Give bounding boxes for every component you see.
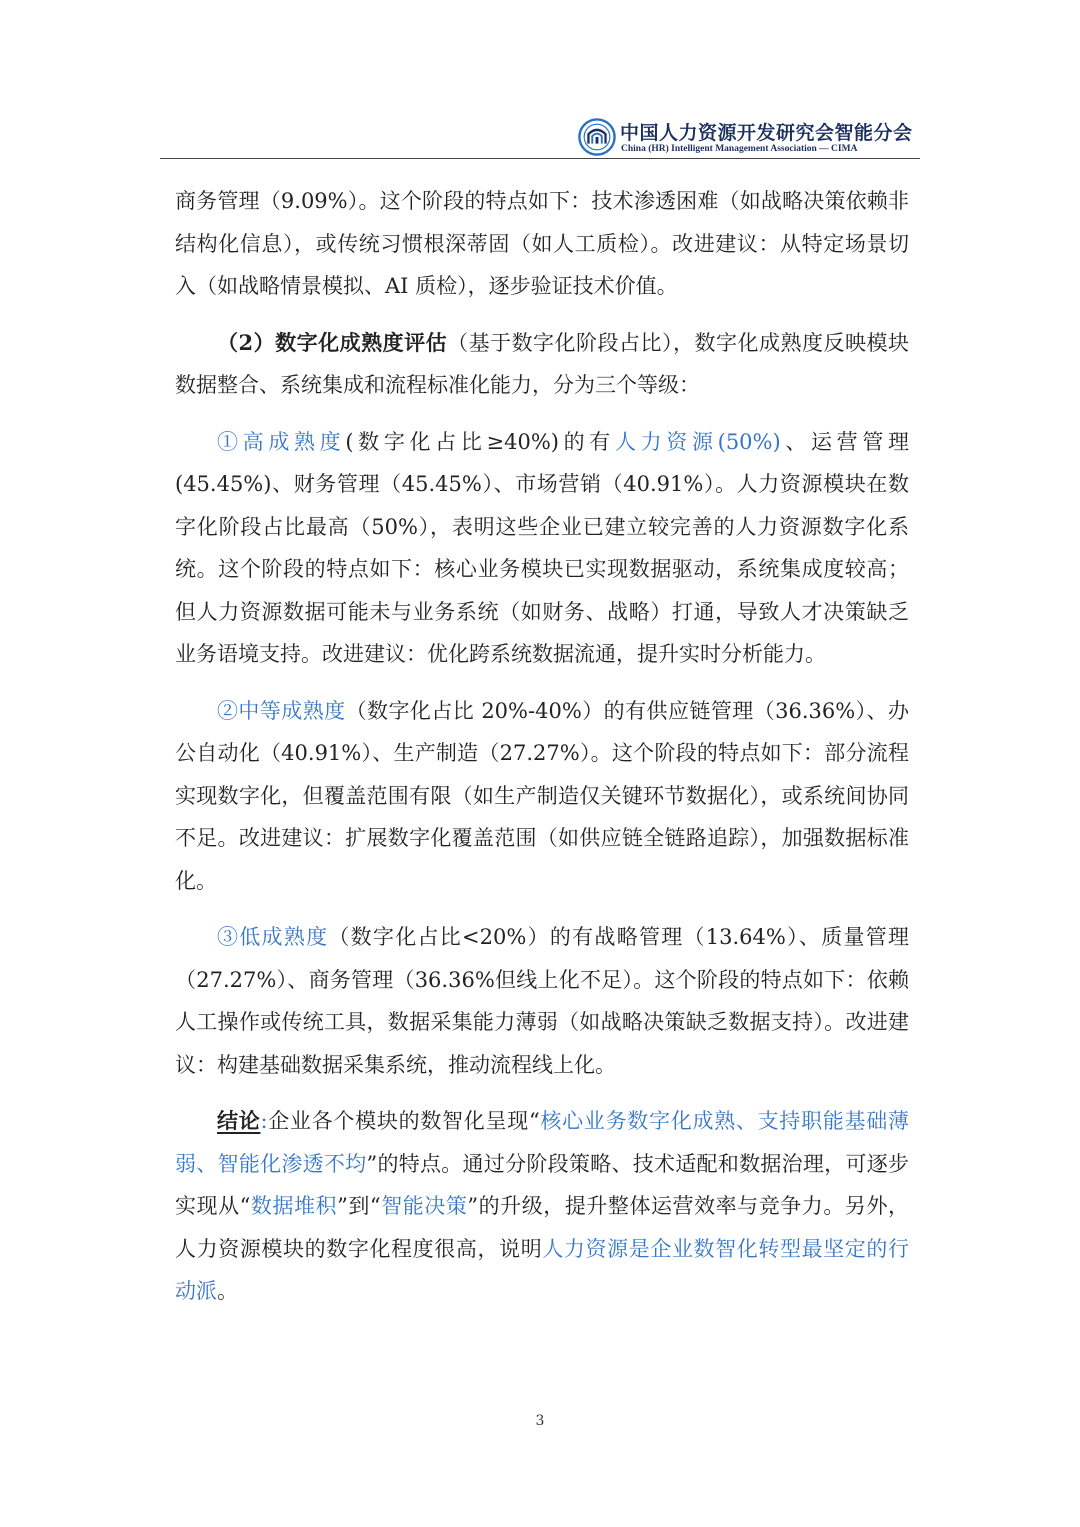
org-name-cn: 中国人力资源开发研究会智能分会	[620, 122, 913, 144]
conclusion-colon: :	[260, 1109, 268, 1133]
high-maturity-label: ①高成熟度	[217, 429, 346, 454]
paragraph-text: （数字化占比<20%）的有战略管理（13.64%）、质量管理（27.27%）、商务管理（36.36%但线上化不足）。这个阶段的特点如下：依赖人工操作或传统工具，数据采集能力薄弱（如战略决策缺乏数据支持）。改进建议：构建基础数据采集系统，推动流程线上化。	[175, 925, 910, 1077]
paragraph-text: ”的升级，提升整体运营效率与竞争力。另外，人力资源模块的数字化程度很高，说明	[175, 1194, 909, 1261]
conclusion-label: 结论	[217, 1108, 261, 1133]
paragraph-maturity-assessment	[175, 322, 909, 407]
paragraph-text: 。	[217, 1279, 238, 1303]
paragraph-text: 商务管理（9.09%）。这个阶段的特点如下：技术渗透困难（如战略决策依赖非结构化信息），或传统习惯根深蒂固（如人工质检）。改进建议：从特定场景切入（如战略情景模拟、AI 质检），逐步验证技术价值。	[175, 189, 909, 298]
conclusion-highlight: 人力资源是企业数智化转型最坚定的行动派	[175, 1236, 910, 1303]
org-name-en: China (HR) Intelligent Management Association — CIMA	[621, 144, 858, 154]
cima-logo-icon	[578, 118, 616, 156]
header-divider	[160, 158, 920, 159]
paragraph-text: ”的特点。通过分阶段策略、技术适配和数据治理，可逐步实现从“	[175, 1151, 909, 1218]
paragraph-text: （数字化占比 20%-40%）的有供应链管理（36.36%）、办公自动化（40.91%）、生产制造（27.27%）。这个阶段的特点如下：部分流程实现数字化，但覆盖范围有限（如生产制造仅关键环节数据化），或系统间协同不足。改进建议：扩展数字化覆盖范围（如供应链全链路追踪），加强数据标准化。	[175, 698, 909, 893]
paragraph-conclusion	[175, 1100, 909, 1313]
paragraph-high-maturity	[175, 421, 909, 676]
paragraph-text: (数字化占比≥40%)的有	[345, 429, 615, 454]
hr-highlight: 人力资源(50%)	[614, 429, 781, 454]
paragraph-text: 企业各个模块的数智化呈现“	[267, 1109, 540, 1133]
conclusion-highlight: 智能决策	[380, 1194, 468, 1218]
paragraph-low-maturity	[175, 916, 909, 1086]
paragraph-text: ”到“	[337, 1194, 381, 1218]
section-heading: （2）数字化成熟度评估	[217, 329, 448, 355]
paragraph-commerce-continued	[175, 180, 909, 308]
conclusion-highlight: 数据堆积	[250, 1194, 338, 1218]
paragraph-medium-maturity	[175, 690, 909, 903]
document-body	[175, 180, 909, 1313]
page-number: 3	[535, 1413, 545, 1429]
paragraph-text: 、运营管理(45.45%)、财务管理（45.45%）、市场营销（40.91%）。人力资源模块在数字化阶段占比最高（50%），表明这些企业已建立较完善的人力资源数字化系统。这个阶段的特点如下：核心业务模块已实现数据驱动，系统集成度较高；但人力资源数据可能未与业务系统（如财务、战略）打通，导致人才决策缺乏业务语境支持。改进建议：优化跨系统数据流通，提升实时分析能力。	[175, 429, 910, 666]
medium-maturity-label: ②中等成熟度	[217, 698, 346, 723]
page-header	[160, 112, 920, 162]
paragraph-text: （基于数字化阶段占比），数字化成熟度反映模块数据整合、系统集成和流程标准化能力，分为三个等级：	[175, 330, 909, 397]
low-maturity-label: ③低成熟度	[217, 925, 329, 949]
conclusion-highlight: 核心业务数字化成熟、支持职能基础薄弱、智能化渗透不均	[175, 1109, 909, 1176]
